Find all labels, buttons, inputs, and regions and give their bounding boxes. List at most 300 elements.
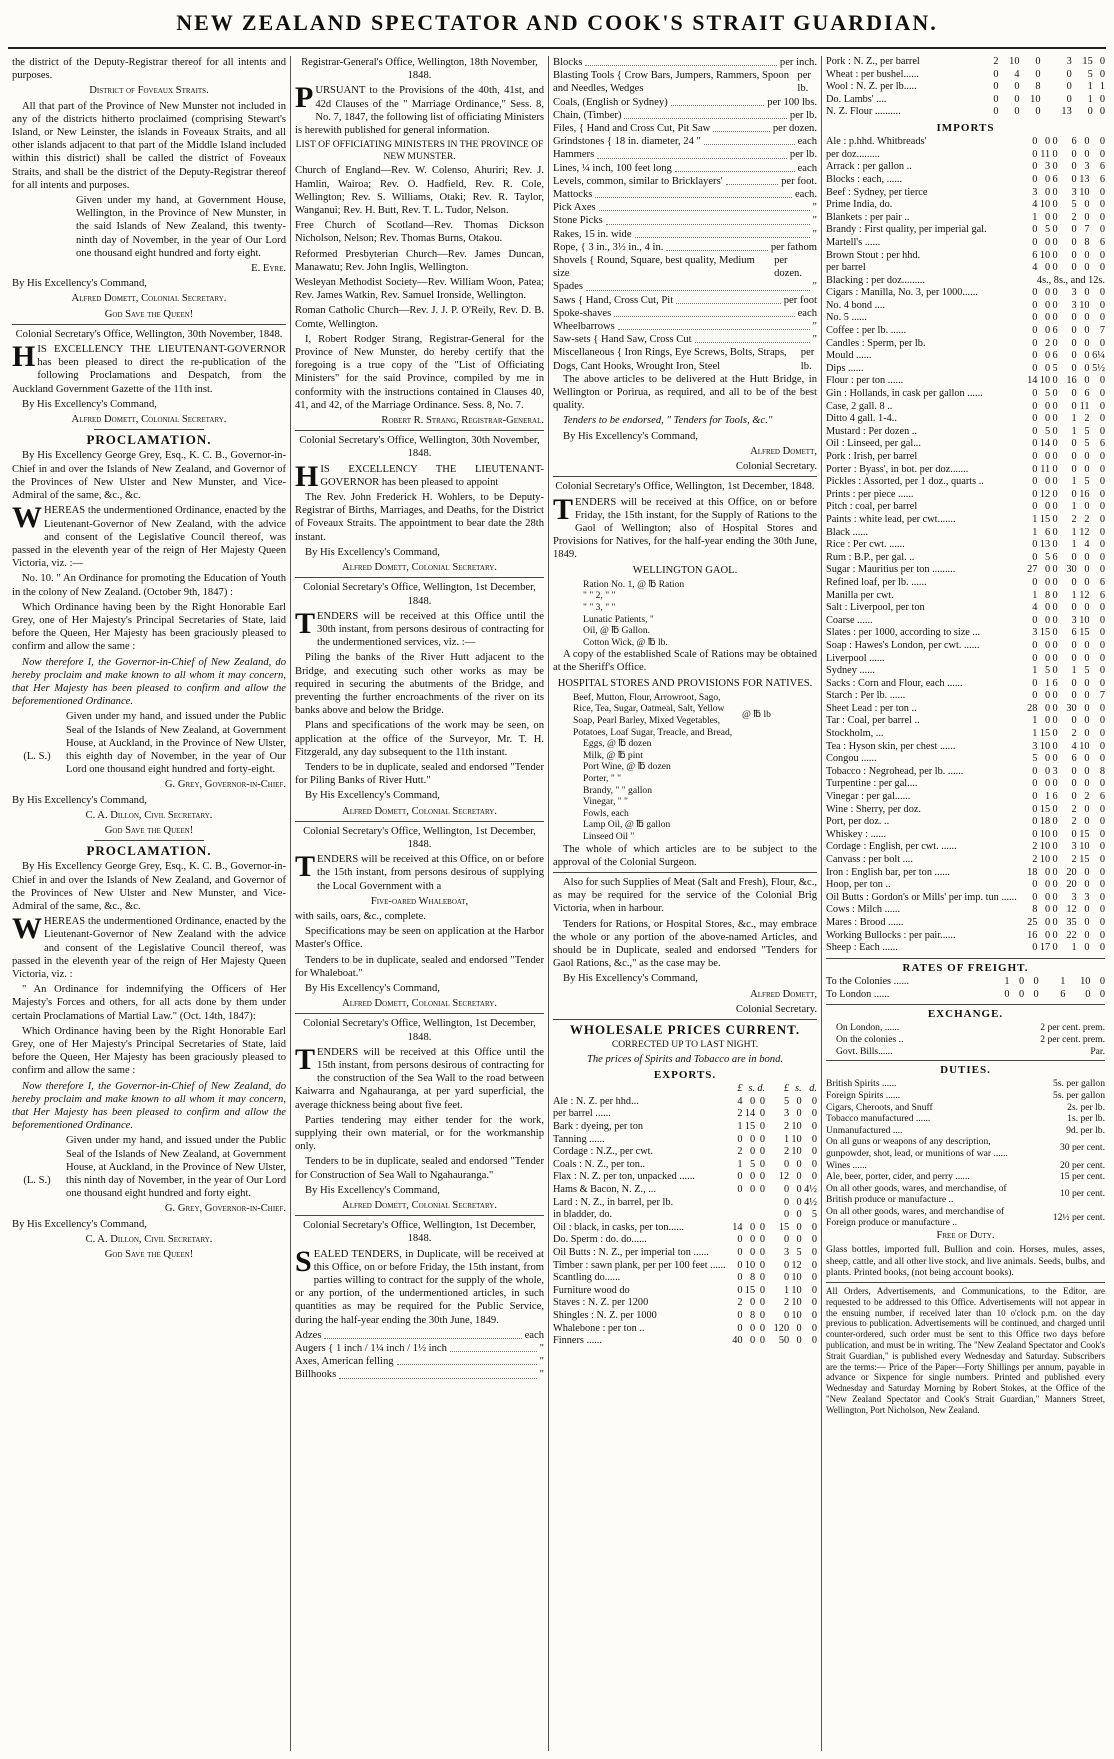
price-cell: 0	[1032, 236, 1038, 248]
divider	[295, 430, 544, 431]
list-item	[553, 320, 817, 333]
price-cell: 13	[1061, 106, 1072, 118]
item-name: Hammers	[553, 149, 595, 161]
list-item	[295, 1355, 544, 1368]
price-cell: 0	[737, 1171, 743, 1183]
price-cell: 0	[811, 1146, 817, 1158]
price-cell: 3	[1071, 186, 1077, 198]
table-row	[826, 388, 1105, 401]
price-cell: 0	[1032, 388, 1038, 400]
table-row	[826, 741, 1105, 754]
leader-dots	[606, 214, 810, 224]
notice-body: ENDERS will be received at this Office, on or before Friday, the 15th instant, for the Supply of Rations to the Gaol of Wellington; also of Hospital Stores and Provisions for Natives, for the half-year ending the 30th June, 1849.	[553, 496, 817, 561]
price-cell: 8	[1099, 765, 1105, 777]
column-header: s.	[748, 1083, 756, 1095]
price-cell: 0	[1045, 501, 1051, 513]
list-item: Port Wine, @ ℔ dozen	[583, 761, 671, 773]
price-cell: 2	[783, 1146, 790, 1158]
item-value: 1s. per lb.	[1067, 1113, 1105, 1125]
row-label: Shingles : N. Z. per 1000	[553, 1309, 657, 1321]
price-cell: 5	[1045, 551, 1051, 563]
table-row	[826, 715, 1105, 728]
row-label: Furniture wood do	[553, 1284, 630, 1296]
price-cell: 6	[1099, 173, 1105, 185]
table-row	[826, 489, 1105, 502]
leader-dots	[585, 56, 776, 66]
prices-heading: WHOLESALE PRICES CURRENT.	[569, 1022, 801, 1038]
price-cell: 0	[1099, 904, 1105, 916]
notice-body: with sails, oars, &c., complete.	[295, 910, 426, 922]
row-label: Cigars : Manilla, No. 3, per 1000......	[826, 287, 978, 299]
price-cell: 2	[1071, 728, 1077, 740]
price-cell: 2	[1045, 337, 1051, 349]
price-cell: 0	[1052, 715, 1058, 727]
price-cell: 0	[811, 1322, 817, 1334]
price-cell: 0	[1071, 652, 1077, 664]
price-cell: 0	[1084, 765, 1090, 777]
list-item	[553, 122, 817, 135]
price-cell: 0	[1045, 211, 1051, 223]
price-cell: 0	[1052, 337, 1058, 349]
table-row	[826, 464, 1105, 477]
prices-sub: CORRECTED UP TO LAST NIGHT.	[611, 1039, 759, 1051]
price-cell: 0	[1084, 337, 1090, 349]
table-row	[553, 1146, 817, 1159]
row-label: Sydney ......	[826, 665, 875, 677]
row-label: Oil Butts : Gordon's or Mills' per imp. tun ......	[826, 891, 1017, 903]
price-cell: 0	[1052, 602, 1058, 614]
table-row	[826, 577, 1105, 590]
price-cell: 5	[1084, 438, 1090, 450]
column-4	[821, 56, 1109, 1751]
tender-item-list	[553, 56, 817, 373]
price-cell: 0	[1099, 312, 1105, 324]
item-name: Lines, ¼ inch, 100 feet long	[553, 162, 672, 174]
price-cell: 0	[1052, 299, 1058, 311]
price-cell: 0	[1071, 791, 1077, 803]
notice-body: Tenders to be in duplicate, sealed and endorsed "Tender for Construction of Sea Wall to Ngahauranga."	[295, 1156, 544, 1181]
by-command: By His Excellency's Command,	[305, 1184, 440, 1196]
price-cell: 0	[1071, 249, 1077, 261]
price-cell: 1	[1099, 81, 1105, 93]
row-label: Hoop, per ton ..	[826, 879, 891, 891]
item-value: 12½ per cent.	[1052, 1211, 1105, 1223]
leader-dots	[676, 294, 781, 304]
price-cell: 0	[1071, 400, 1077, 412]
list-item	[826, 1183, 1105, 1206]
price-cell: 3	[1032, 740, 1038, 752]
price-cell	[730, 1209, 743, 1222]
price-cell: 6	[1052, 325, 1058, 337]
price-cell: 0	[1084, 564, 1090, 576]
price-cell: 7	[1099, 690, 1105, 702]
item-unit: each	[797, 136, 817, 148]
price-cell: 120	[773, 1322, 790, 1334]
masthead-rule	[8, 47, 1106, 49]
price-cell: 0	[759, 1335, 766, 1347]
price-cell: 6	[1052, 173, 1058, 185]
table-row	[826, 552, 1105, 565]
price-cell: 0	[811, 1309, 817, 1321]
price-cell: 8	[749, 1309, 756, 1321]
price-cell: 6	[1099, 576, 1105, 588]
drop-cap: P	[295, 81, 314, 115]
row-label: Black ......	[826, 526, 869, 538]
price-cell: 0	[811, 1259, 817, 1271]
price-cell: 0	[1071, 350, 1077, 362]
price-cell: 0	[1084, 639, 1090, 651]
divider	[553, 476, 817, 477]
price-cell: 2	[993, 56, 999, 67]
duties-list	[826, 1078, 1105, 1229]
price-cell: 0	[1099, 627, 1105, 639]
price-cell: 0	[1084, 942, 1090, 954]
row-label: Soap : Hawes's London, per cwt. ......	[826, 639, 980, 651]
price-cell: 15	[744, 1121, 756, 1133]
table-row	[553, 1197, 817, 1210]
price-cell: 0	[1032, 136, 1038, 148]
price-cell: 0	[811, 1133, 817, 1145]
price-cell: 6	[1071, 753, 1077, 765]
price-cell: 1	[1032, 665, 1038, 677]
item-unit: per dozen.	[774, 255, 803, 280]
price-cell: 1	[783, 1284, 790, 1296]
price-cell: 16	[1027, 929, 1038, 941]
secretary-name: Alfred Domett, Colonial Secretary.	[342, 805, 497, 817]
price-cell: 0	[1052, 211, 1058, 223]
price-cell: 0	[737, 1309, 743, 1321]
price-cell: 1	[1071, 425, 1077, 437]
price-cell: 0	[1032, 287, 1038, 299]
row-label: Wine : Sherry, per doz.	[826, 803, 921, 815]
price-cell: 0	[749, 1095, 756, 1107]
price-cell: 0	[1099, 841, 1105, 853]
list-item	[553, 241, 817, 254]
by-command: By His Excellency's Command,	[12, 794, 147, 806]
office-line: Colonial Secretary's Office, Wellington, 1st December, 1848.	[303, 1220, 536, 1245]
item-name: Tobacco manufactured ......	[826, 1113, 931, 1125]
table-row	[553, 1260, 817, 1273]
price-cell: 5	[1045, 388, 1051, 400]
price-cell: 0	[1099, 942, 1105, 954]
drop-cap: T	[295, 1042, 316, 1076]
list-item: " " 3, " "	[583, 601, 616, 613]
price-cell: 6	[1060, 988, 1066, 1000]
price-cell: 0	[1099, 803, 1105, 815]
price-cell: 0	[1032, 312, 1038, 324]
price-cell: 4	[1032, 262, 1038, 274]
price-cell: 11	[1079, 400, 1090, 412]
drop-cap: W	[12, 501, 42, 535]
table-row	[826, 791, 1105, 804]
item-name: Blocks	[553, 57, 583, 68]
price-cell: 0	[1071, 161, 1077, 173]
item-unit: "	[812, 321, 817, 333]
table-row	[826, 615, 1105, 628]
table-row	[826, 262, 1105, 275]
by-command: By His Excellency's Command,	[22, 398, 157, 410]
leader-dots	[599, 201, 810, 211]
divider	[295, 821, 544, 822]
price-cell: 0	[1099, 652, 1105, 664]
price-cell: 0	[759, 1246, 766, 1258]
office-line: Registrar-General's Office, Wellington, 18th November, 1848.	[301, 57, 538, 82]
item-name: Pick Axes	[553, 202, 596, 214]
price-cell: 0	[1045, 299, 1051, 311]
table-row	[826, 199, 1105, 212]
row-label: Scantling do......	[553, 1272, 621, 1284]
price-cell: 0	[1052, 249, 1058, 261]
price-cell: 10	[1039, 249, 1051, 261]
price-cell: 1	[1032, 526, 1038, 538]
item-name: Govt. Bills......	[836, 1045, 893, 1057]
secretary-name: C. A. Dillon, Civil Secretary.	[85, 1233, 213, 1245]
item-name: Wines ......	[826, 1159, 867, 1171]
price-cell: 0	[1052, 576, 1058, 588]
row-label: Blankets : per pair ..	[826, 211, 910, 223]
price-cell: 0	[796, 1335, 802, 1347]
table-row	[826, 69, 1105, 82]
price-cell: 0	[796, 1158, 802, 1170]
table-row	[826, 363, 1105, 376]
table-row	[553, 1134, 817, 1147]
price-cell: 0	[1071, 148, 1077, 160]
list-item	[826, 1160, 1105, 1172]
divider	[553, 872, 817, 873]
price-cell: 0	[1052, 564, 1058, 576]
price-cell: 3	[1071, 299, 1077, 311]
table-row	[826, 892, 1105, 905]
ordinance-which: Which Ordinance having been by the Right Honorable Earl Grey, one of Her Majesty's Principal Secretaries of State, laid before the Queen, Her Majesty has been graciously pleased to confirm and allow the same :	[12, 601, 286, 653]
table-row	[553, 1247, 817, 1260]
price-cell: 0	[796, 1184, 802, 1195]
leader-dots	[597, 148, 787, 158]
price-cell: 0	[1099, 224, 1105, 236]
row-label: Oil Butts : N. Z., per imperial ton ......	[553, 1246, 709, 1258]
notice-body: Plans and specifications of the work may be seen, on application at the office of the Surveyor, Mr. T. H. Fitzgerald, any day subsequent to the 11th instant.	[295, 720, 544, 758]
price-cell: 2	[737, 1146, 743, 1158]
price-cell: 0	[1071, 551, 1077, 563]
price-cell: 0	[1045, 325, 1051, 337]
item-name: Files, { Hand and Cross Cut, Pit Saw	[553, 123, 711, 135]
price-cell: 1	[1087, 81, 1093, 93]
notice-body: A copy of the established Scale of Rations may be obtained at the Sheriff's Office.	[553, 649, 817, 674]
table-row	[826, 766, 1105, 779]
row-label: Coarse ......	[826, 614, 873, 626]
price-cell: 0	[811, 1234, 817, 1246]
price-cell: 0	[1045, 866, 1051, 878]
price-cell: 0	[1032, 350, 1038, 362]
list-item	[553, 175, 817, 188]
item-name: Cigars, Cheroots, and Snuff	[826, 1101, 933, 1113]
item-unit: each	[797, 307, 817, 319]
table-row	[826, 665, 1105, 678]
price-cell: 0	[1052, 929, 1058, 941]
price-cell: 0	[1032, 614, 1038, 626]
tender-item: Five-oared Whaleboat,	[370, 895, 469, 907]
price-cell: 2	[1071, 211, 1077, 223]
price-cell: 0	[1084, 551, 1090, 563]
price-cell: 0	[1084, 463, 1090, 475]
church-entry: Wesleyan Methodist Society—Rev. William Woon, Patea; Rev. James Watkin, Rev. Samuel Ironside, Wellington.	[295, 277, 544, 302]
list-item: Lamp Oil, @ ℔ gallon	[583, 819, 671, 831]
intro-text: the district of the Deputy-Registrar thereof for all intents and purposes.	[12, 57, 286, 82]
price-cell: 0	[1052, 841, 1058, 853]
ordinance-now: Now therefore I, the Governor-in-Chief of New Zealand, do hereby proclaim and make known to all whom it may concern, that Her Majesty has been pleased to confirm and allow the beforementioned Ordinance.	[12, 1080, 286, 1132]
price-cell: 0	[783, 1259, 790, 1271]
price-cell: 0	[759, 1133, 766, 1145]
drop-cap: H	[12, 340, 36, 374]
price-cell: 0	[1099, 526, 1105, 538]
price-cell: 5	[796, 1246, 802, 1258]
item-value: 2s. per lb.	[1067, 1101, 1105, 1113]
item-value: 20 per cent.	[1059, 1159, 1105, 1171]
price-cell: 25	[1027, 916, 1038, 928]
price-cell: 0	[1084, 929, 1090, 941]
price-cell: 8	[1045, 589, 1051, 601]
table-row	[826, 678, 1105, 691]
price-cell: 0	[1052, 148, 1058, 160]
divider	[295, 1013, 544, 1014]
price-cell: 8	[749, 1272, 756, 1284]
row-label: Mares : Brood ......	[826, 916, 904, 928]
price-cell: 0	[1045, 702, 1051, 714]
price-cell: 15	[1039, 513, 1051, 525]
list-item: Lunatic Patients, "	[583, 613, 654, 625]
god-save-queen: God Save the Queen!	[104, 308, 194, 320]
exports-table	[553, 1083, 817, 1347]
leader-dots	[713, 122, 770, 132]
price-cell: 0	[1099, 337, 1105, 349]
list-item	[553, 188, 817, 201]
price-cell: 5	[1045, 224, 1051, 236]
price-cell: 5	[1084, 476, 1090, 488]
price-cell: 0	[796, 1322, 802, 1334]
price-cell: 0	[796, 1234, 802, 1246]
price-cell: 0	[1052, 539, 1058, 551]
price-cell: 0	[1033, 988, 1039, 1000]
table-row	[826, 501, 1105, 514]
price-cell: 0	[993, 106, 999, 118]
footer-notice: All Orders, Advertisements, and Communications, to the Editor, are requested to be addressed to this Office. Advertisements will not appear in the ensuing number, if received later than 10 o'clock p.m. on the day previous to publication. Advertisements will be continued, and charged until counter-ordered, such order must be sent to this Office two days before publication, and must be in writing. The "New Zealand Spectator and Cook's Strait Guardian," is published every Wednesday and Saturday. Subscribers are the terms:— Price of the Paper—Forty Shillings per annum, payable in advance or Sixpence for single numbers. Printed and published every Wednesday and Saturday Morning by Robert Stokes, at the Office of the "New Zealand Spectator and Cook's Strait Guardian," Manners Street, Wellington, Port Nicholson, New Zealand.	[826, 1286, 1105, 1415]
row-label: Pickles : Assorted, per 1 doz., quarts ..	[826, 476, 984, 488]
row-label: Porter : Byass', in bot. per doz.......	[826, 463, 969, 475]
price-cell	[755, 1197, 765, 1210]
top-price-table	[826, 56, 1105, 119]
price-cell: 0	[796, 1095, 802, 1107]
row-label: Canvass : per bolt ....	[826, 854, 913, 866]
price-cell: 0	[1032, 400, 1038, 412]
table-row	[826, 212, 1105, 225]
district-body: All that part of the Province of New Munster not included in any of the districts hitherto proclaimed (comprising Stewart's Island, or New Leinster, the islands in Foveaux Straits, and all other islands adjacent to that part of the Middle Island included within this district) shall be called the district of Foveaux Straits, and shall be the district of the Deputy-Registrar thereof for all intents and purposes.	[12, 100, 286, 191]
row-label: Whiskey : ......	[826, 828, 887, 840]
price-cell: 1	[1032, 715, 1038, 727]
row-label: Martell's ......	[826, 236, 881, 248]
price-cell: 0	[1099, 93, 1105, 105]
table-row	[826, 56, 1105, 69]
price-cell: 0	[1032, 362, 1038, 374]
price-cell: 0	[1052, 690, 1058, 702]
price-cell: 0	[1099, 988, 1105, 1000]
price-cell: 0	[811, 1095, 817, 1107]
list-item	[553, 96, 817, 109]
row-label: Starch : Per lb. ......	[826, 690, 906, 702]
price-cell: 0	[1045, 639, 1051, 651]
by-command: By His Excellency's Command,	[563, 973, 698, 985]
price-cell: 0	[1099, 740, 1105, 752]
list-item: Porter, " "	[583, 773, 622, 785]
table-row	[826, 690, 1105, 703]
price-cell: 0	[1052, 614, 1058, 626]
price-cell: 0	[737, 1133, 743, 1145]
price-cell: 0	[1099, 186, 1105, 198]
price-cell: 7	[1084, 224, 1090, 236]
list-heading: LIST OF OFFICIATING MINISTERS IN THE PROVINCE OF NEW MUNSTER.	[295, 139, 544, 162]
price-cell: 0	[1099, 68, 1105, 80]
price-cell: 0	[1052, 236, 1058, 248]
price-cell: 0	[737, 1234, 743, 1246]
row-label: Pork : Irish, per barrel	[826, 451, 918, 463]
price-cell: 0	[1052, 451, 1058, 463]
price-cell: 0	[1045, 765, 1051, 777]
item-unit: "	[812, 281, 817, 293]
price-cell: 0	[1099, 866, 1105, 878]
given-text: Given under my hand, and issued under the Public Seal of the Islands of New Zealand, at Government House, at Auckland, in the Province of New Ulster, this eighth day of November, in the year of Our Lord one thousand eight hundred and forty-eight.	[66, 711, 286, 776]
item-name: Saw-sets { Hand Saw, Cross Cut	[553, 334, 692, 346]
item-name: On all other goods, wares, and merchandise, of British produce or manufacture ..	[826, 1182, 1007, 1206]
price-cell: 0	[1032, 639, 1038, 651]
item-name: Miscellaneous { Iron Rings, Eye Screws, Bolts, Straps, Dogs, Cant Hooks, Wrought Iron, Steel	[553, 347, 787, 372]
price-cell: 0	[1032, 551, 1038, 563]
tender-item-list	[295, 1329, 544, 1382]
price-cell: 3	[1071, 891, 1077, 903]
row-label: Sacks : Corn and Flour, each ......	[826, 677, 963, 689]
price-cell: 7	[1099, 325, 1105, 337]
price-cell: 0	[1099, 287, 1105, 299]
price-cell: 0	[1084, 778, 1090, 790]
price-cell: 6	[1045, 526, 1051, 538]
list-item: Ration No. 1, @ ℔ Ration	[583, 578, 685, 590]
price-cell: 0	[759, 1284, 766, 1296]
notice-body: EALED TENDERS, in Duplicate, will be received at this Office, on or before Friday, the 15th instant, from parties willing to contract for the supply of the whole, or any portion, of the undermentioned articles, in such quantities as may be required for the Public Service, during the half-year ending the 30th June, 1849.	[295, 1248, 544, 1326]
leader-dots	[624, 109, 786, 119]
by-command: By His Excellency's Command,	[305, 790, 440, 802]
leader-dots	[671, 96, 765, 106]
price-cell: 0	[1032, 337, 1038, 349]
price-cell: 0	[1032, 791, 1038, 803]
price-cell: 0	[1045, 136, 1051, 148]
column-1	[8, 56, 290, 1751]
given-text: Given under my hand, and issued under the Public Seal of the Islands of New Zealand, at Government House, at Auckland, in the Province of New Ulster, this ninth day of November, in the year of Our Lord one thousand eight hundred and forty eight.	[66, 1135, 286, 1200]
price-cell: 0	[1052, 413, 1058, 425]
price-cell: 0	[1084, 312, 1090, 324]
price-cell: 0	[1099, 211, 1105, 223]
price-cell: 0	[1071, 677, 1077, 689]
masthead-title: NEW ZEALAND SPECTATOR AND COOK'S STRAIT GUARDIAN.	[176, 10, 938, 35]
price-cell: 0	[1052, 513, 1058, 525]
table-row	[826, 703, 1105, 716]
office-line: Colonial Secretary's Office, Wellington, 1st December, 1848.	[303, 825, 536, 850]
price-cell: 0	[1099, 400, 1105, 412]
price-cell: 3	[1032, 186, 1038, 198]
price-cell: 0	[1084, 677, 1090, 689]
price-cell: 0	[1032, 816, 1038, 828]
item-unit: "	[812, 228, 817, 240]
price-cell: 0	[1032, 891, 1038, 903]
price-cell: 0	[1032, 438, 1038, 450]
price-cell: 16	[1066, 375, 1077, 387]
list-item	[553, 214, 817, 227]
